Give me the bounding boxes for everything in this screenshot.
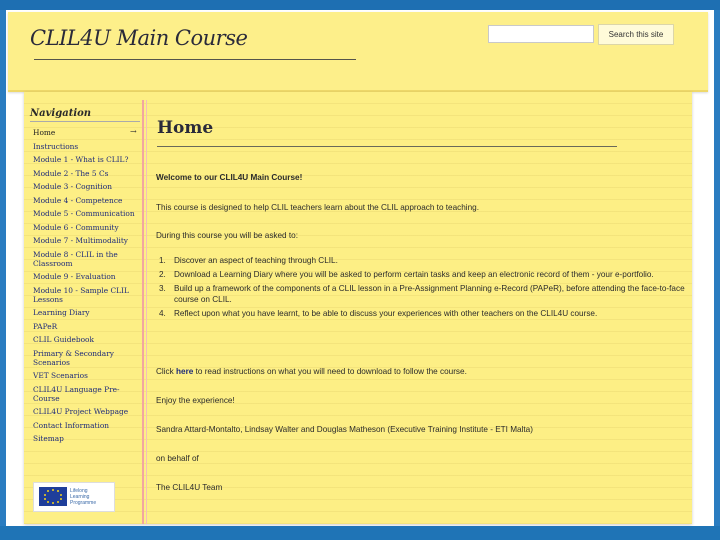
- bottom-frame-bar: [0, 526, 720, 540]
- intro-text: This course is designed to help CLIL teachers learn about the CLIL approach to teaching.: [156, 203, 480, 212]
- right-frame-strip: [714, 10, 720, 526]
- nav-item-clil-guidebook[interactable]: CLIL Guidebook: [33, 335, 94, 344]
- nav-item-module-6[interactable]: Module 6 - Community: [33, 222, 119, 232]
- instructions-text: [156, 366, 686, 377]
- nav-item-project-webpage[interactable]: CLIL4U Project Webpage: [33, 407, 129, 416]
- left-frame-strip: [0, 10, 6, 526]
- welcome-text: Welcome to our CLIL4U Main Course!: [156, 173, 303, 182]
- list-item: [159, 255, 702, 266]
- page-title: Home: [157, 118, 214, 138]
- nav-item-vet-scenarios[interactable]: VET Scenarios: [33, 371, 88, 380]
- list-item-text: Download a Learning Diary where you will be asked to perform certain tasks and keep an electronic record of them - your e-portfolio.: [174, 270, 654, 279]
- list-item: [159, 269, 702, 280]
- nav-item-module-4[interactable]: Module 4 - Competence: [33, 195, 123, 205]
- authors-text: Sandra Attard-Montalto, Lindsay Walter and Douglas Matheson (Executive Training Institute - ETI Malta): [156, 425, 533, 434]
- nav-item-label: Home: [33, 128, 56, 137]
- click-suffix: to read instructions on what you will need to download to follow the course.: [193, 367, 467, 376]
- nav-item-home[interactable]: [33, 126, 141, 140]
- nav-item-module-8[interactable]: Module 8 - CLIL in the Classroom: [33, 249, 118, 268]
- site-title-underline: [34, 59, 356, 60]
- lifelong-learning-logo: [33, 482, 115, 512]
- navigation-heading-underline: [30, 121, 140, 122]
- list-item-number: 2.: [159, 270, 166, 279]
- search-input[interactable]: [488, 25, 594, 43]
- nav-item-contact-information[interactable]: Contact Information: [33, 420, 110, 430]
- logo-line: Programme: [70, 500, 97, 506]
- click-prefix: Click: [156, 367, 177, 376]
- nav-item-module-7[interactable]: Module 7 - Multimodality: [33, 236, 128, 245]
- nav-item-module-10[interactable]: Module 10 - Sample CLIL Lessons: [33, 285, 129, 304]
- nav-item-module-3[interactable]: Module 3 - Cognition: [33, 182, 112, 191]
- nav-item-learning-diary[interactable]: Learning Diary: [33, 308, 90, 317]
- nav-item-module-5[interactable]: Module 5 - Communication: [33, 209, 135, 218]
- nav-item-primary-secondary-scenarios[interactable]: Primary & Secondary Scenarios: [33, 348, 114, 367]
- list-item-number: 3.: [159, 284, 166, 293]
- nav-item-instructions[interactable]: Instructions: [33, 141, 79, 151]
- list-item: [159, 308, 702, 319]
- navigation-heading: Navigation: [30, 108, 92, 119]
- list-item: [159, 283, 702, 305]
- nav-item-paper[interactable]: PAPeR: [33, 321, 58, 331]
- enjoy-text: Enjoy the experience!: [156, 396, 235, 405]
- behalf-text: on behalf of: [156, 454, 199, 463]
- list-item-text: Discover an aspect of teaching through CLIL.: [174, 256, 338, 265]
- arrow-right-icon: →: [130, 127, 137, 136]
- here-link[interactable]: here: [176, 367, 194, 376]
- list-item-text: Reflect upon what you have learnt, to be able to discuss your experiences with other teachers on the CLIL4U course.: [174, 309, 598, 318]
- site-title[interactable]: CLIL4U Main Course: [30, 26, 248, 50]
- page-title-rule: [157, 146, 617, 147]
- nav-item-sitemap[interactable]: Sitemap: [33, 434, 64, 443]
- logo-text: [70, 488, 96, 506]
- task-list: [156, 255, 702, 322]
- list-item-number: 4.: [159, 309, 166, 318]
- logo-line: Learning: [70, 494, 90, 500]
- logo-line: Lifelong: [70, 488, 88, 494]
- search-button[interactable]: Search this site: [598, 24, 674, 45]
- margin-line-secondary: [146, 100, 147, 524]
- nav-item-language-pre-course[interactable]: CLIL4U Language Pre-Course: [33, 384, 120, 403]
- list-item-number: 1.: [159, 256, 166, 265]
- nav-item-module-1[interactable]: Module 1 - What is CLIL?: [33, 155, 129, 164]
- team-text: The CLIL4U Team: [156, 483, 223, 492]
- top-frame-bar: [0, 0, 720, 10]
- eu-flag-icon: [39, 487, 67, 506]
- navigation-list: [33, 126, 141, 446]
- nav-item-module-9[interactable]: Module 9 - Evaluation: [33, 272, 116, 281]
- margin-line: [142, 100, 144, 524]
- during-text: During this course you will be asked to:: [156, 231, 298, 240]
- list-item-text: Build up a framework of the components of a CLIL lesson in a Pre-Assignment Planning e-Record (PAPeR), before attending the face-to-face course on CLIL.: [174, 284, 685, 304]
- nav-item-module-2[interactable]: Module 2 - The 5 Cs: [33, 168, 109, 178]
